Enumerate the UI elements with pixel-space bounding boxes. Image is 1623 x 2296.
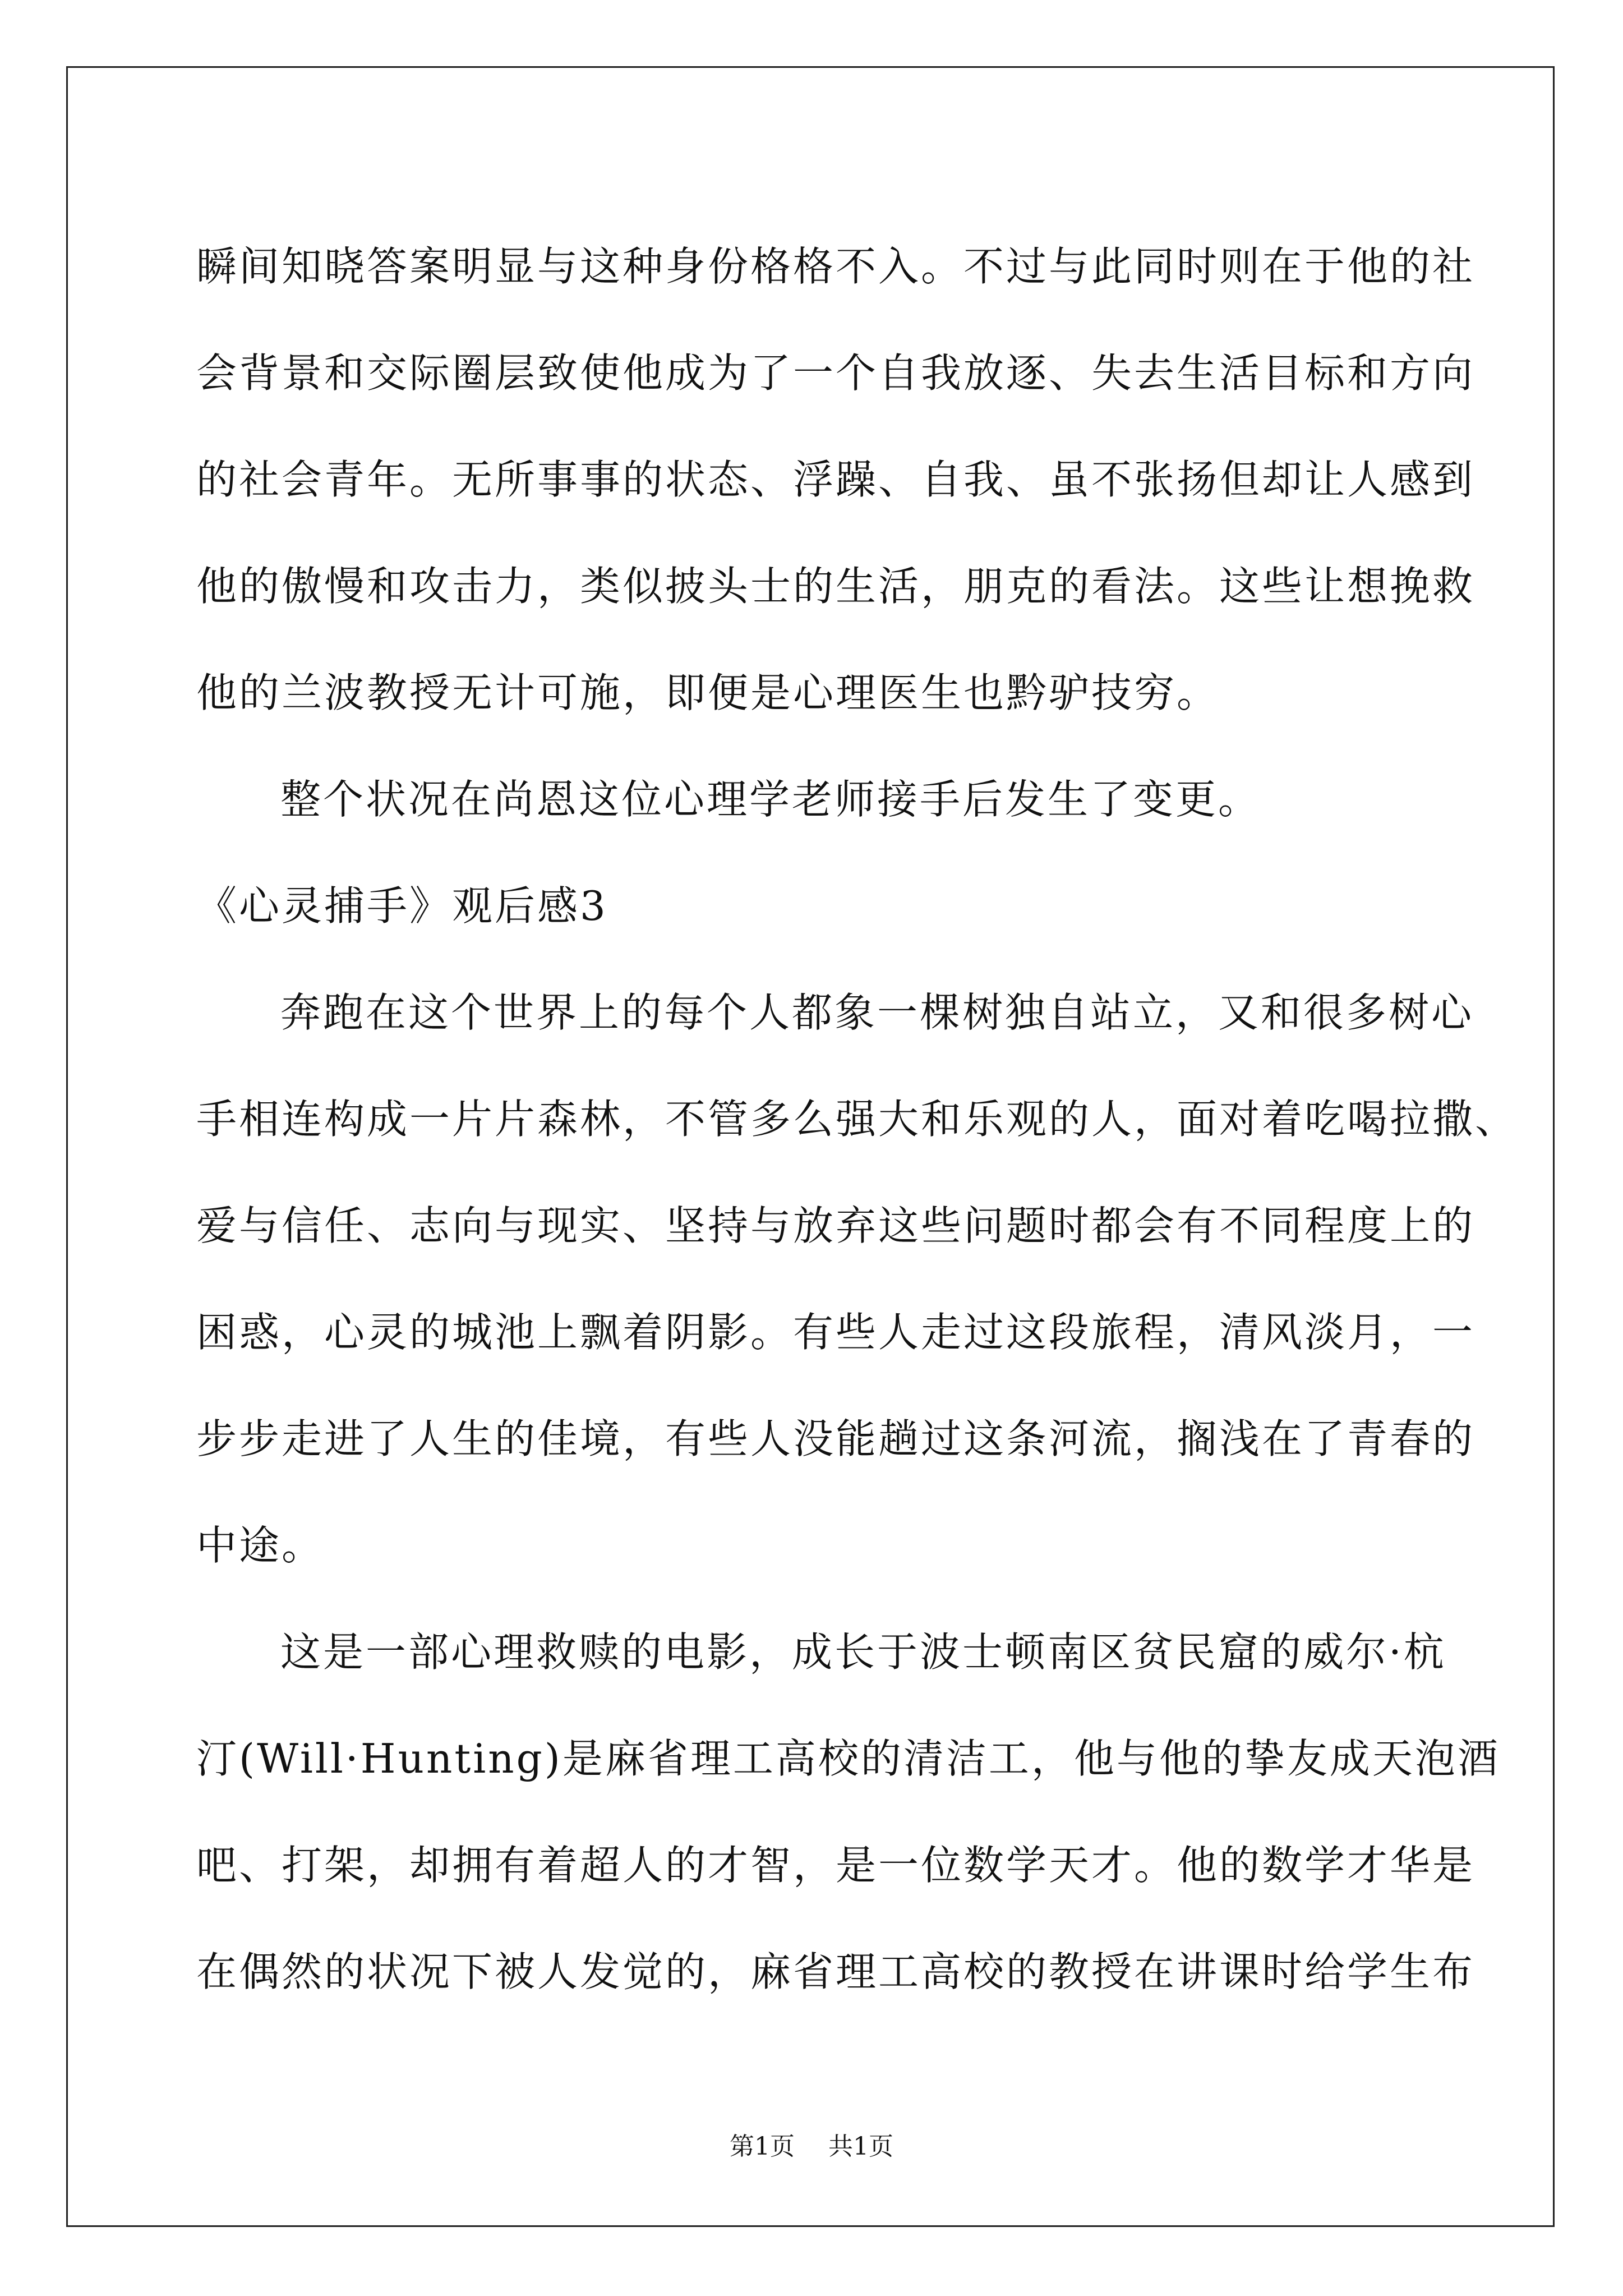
- text-line: 中途。: [196, 1522, 325, 1569]
- text-line: 吧、打架，却拥有着超人的才智，是一位数学天才。他的数学才华是: [196, 1842, 1476, 1889]
- text-line: 瞬间知晓答案明显与这种身份格格不入。不过与此同时则在于他的社: [196, 243, 1476, 290]
- text-line: 的社会青年。无所事事的状态、浮躁、自我、虽不张扬但却让人感到: [196, 456, 1476, 503]
- section-heading: 《心灵捕手》观后感3: [196, 882, 608, 930]
- text-line: 会背景和交际圈层致使他成为了一个自我放逐、失去生活目标和方向: [196, 349, 1476, 397]
- text-line: 他的傲慢和攻击力，类似披头士的生活，朋克的看法。这些让想挽救: [196, 563, 1476, 610]
- text-line: 在偶然的状况下被人发觉的，麻省理工高校的教授在讲课时给学生布: [196, 1948, 1476, 1995]
- page-footer: [0, 2126, 1623, 2162]
- document-body: [196, 213, 1518, 2025]
- text-line: 这是一部心理救赎的电影，成长于波士顿南区贫民窟的威尔·杭: [280, 1628, 1446, 1676]
- page-number: 第1页: [730, 2132, 795, 2161]
- text-line: 汀(Will·Hunting)是麻省理工高校的清洁工，他与他的挚友成天泡酒: [196, 1735, 1500, 1782]
- text-line: 步步走进了人生的佳境，有些人没能趟过这条河流，搁浅在了青春的: [196, 1415, 1476, 1462]
- text-line: 爱与信任、志向与现实、坚持与放弃这些问题时都会有不同程度上的: [196, 1202, 1476, 1249]
- text-line: 奔跑在这个世界上的每个人都象一棵树独自站立，又和很多树心: [280, 989, 1474, 1036]
- text-line: 整个状况在尚恩这位心理学老师接手后发生了变更。: [280, 776, 1261, 823]
- total-pages: 共1页: [828, 2132, 893, 2161]
- text-line: 困惑，心灵的城池上飘着阴影。有些人走过这段旅程，清风淡月，一: [196, 1309, 1476, 1356]
- text-line: 他的兰波教授无计可施，即便是心理医生也黔驴技穷。: [196, 669, 1220, 716]
- text-line: 手相连构成一片片森林，不管多么强大和乐观的人，面对着吃喝拉撒、: [196, 1096, 1518, 1143]
